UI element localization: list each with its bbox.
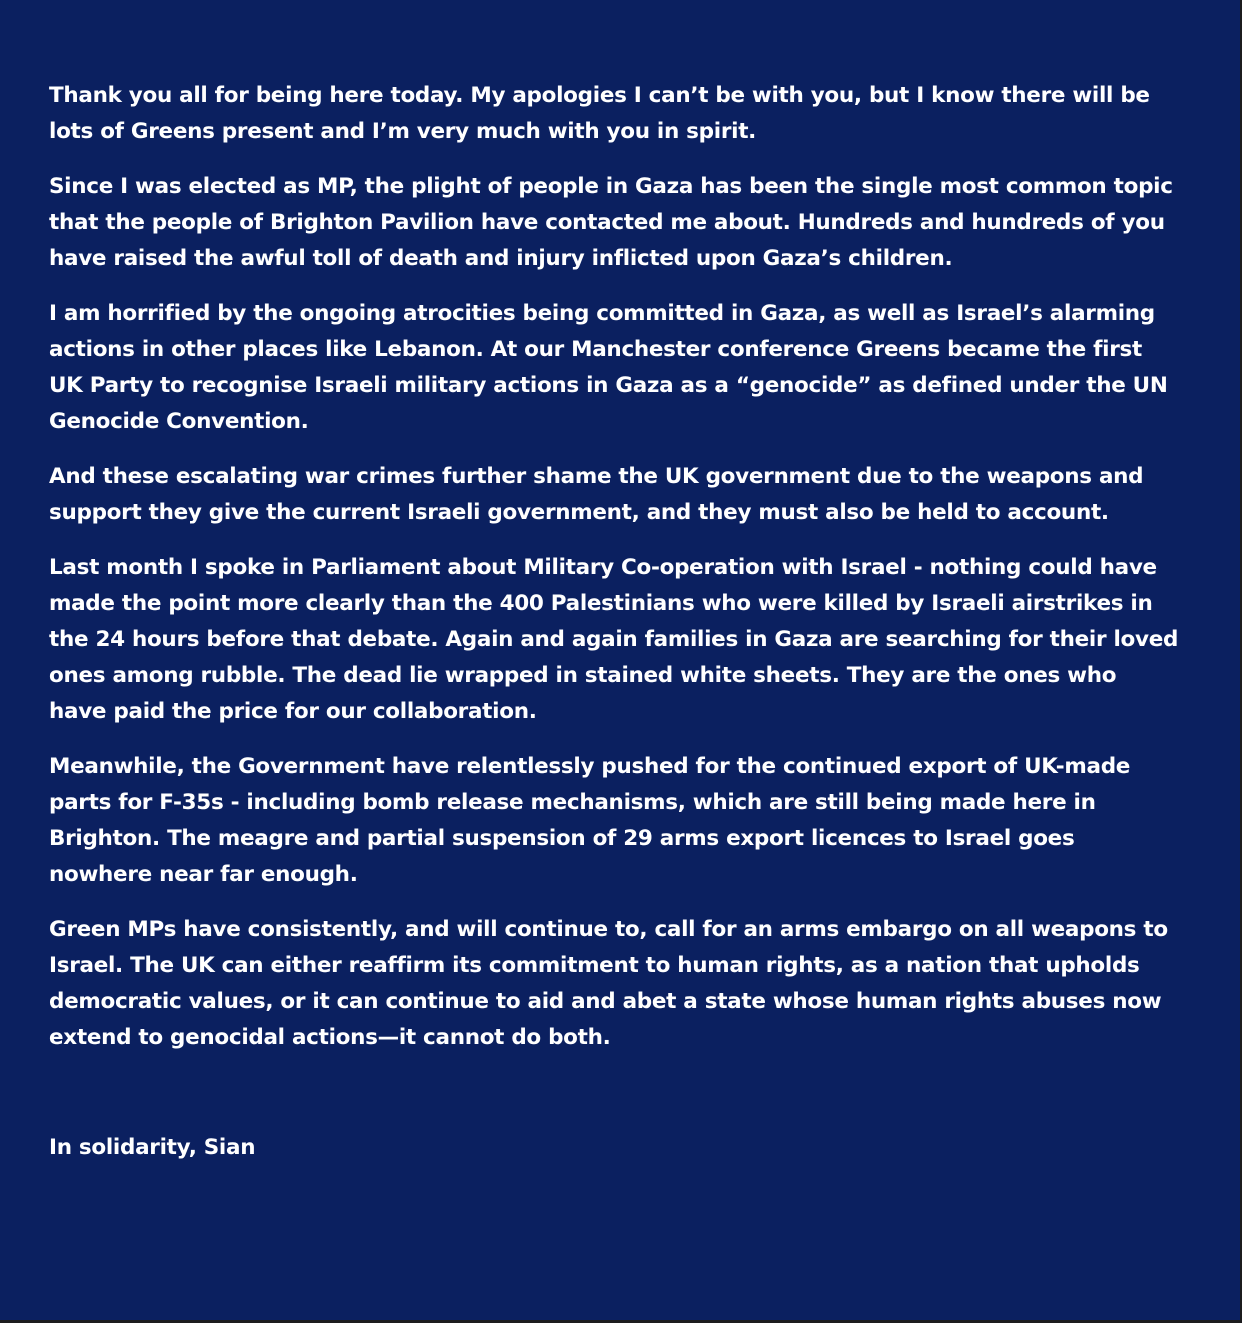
paragraph-2: Since I was elected as MP, the plight of people in Gaza has been the single most common topic that the people of Brighton Pavilion have contacted me about. Hundreds and hundreds of you have raised the awful toll of death and injury inflicted upon Gaza’s children. [49,174,1173,271]
paragraph-3: I am horrified by the ongoing atrocities being committed in Gaza, as well as Israel’s alarming actions in other places like Lebanon. At our Manchester conference Greens became the first UK Party to recognise Israeli military actions in Gaza as a “genocide” as defined under the UN Genocide Convention. [49,301,1168,434]
paragraph-1: Thank you all for being here today. My apologies I can’t be with you, but I know there will be lots of Greens present and I’m very much with you in spirit. [49,83,1150,144]
paragraph-7: Green MPs have consistently, and will continue to, call for an arms embargo on all weapons to Israel. The UK can either reaffirm its commitment to human rights, as a nation that upholds democratic values, or it can continue to aid and abet a state whose human rights abuses now extend to genocidal actions—it cannot do both. [49,917,1168,1050]
signoff: In solidarity, Sian [49,1135,256,1160]
paragraph-4: And these escalating war crimes further shame the UK government due to the weapons and support they give the current Israeli government, and they must also be held to account. [49,464,1144,525]
paragraph-6: Meanwhile, the Government have relentlessly pushed for the continued export of UK-made parts for F-35s - including bomb release mechanisms, which are still being made here in Brighton. The meagre and partial suspension of 29 arms export licences to Israel goes nowhere near far enough. [49,754,1131,887]
paragraph-5: Last month I spoke in Parliament about Military Co-operation with Israel - nothing could have made the point more clearly than the 400 Palestinians who were killed by Israeli airstrikes in the 24 hours before that debate. Again and again families in Gaza are searching for their loved ones among rubble. The dead lie wrapped in stained white sheets. They are the ones who have paid the price for our collaboration. [49,555,1179,724]
